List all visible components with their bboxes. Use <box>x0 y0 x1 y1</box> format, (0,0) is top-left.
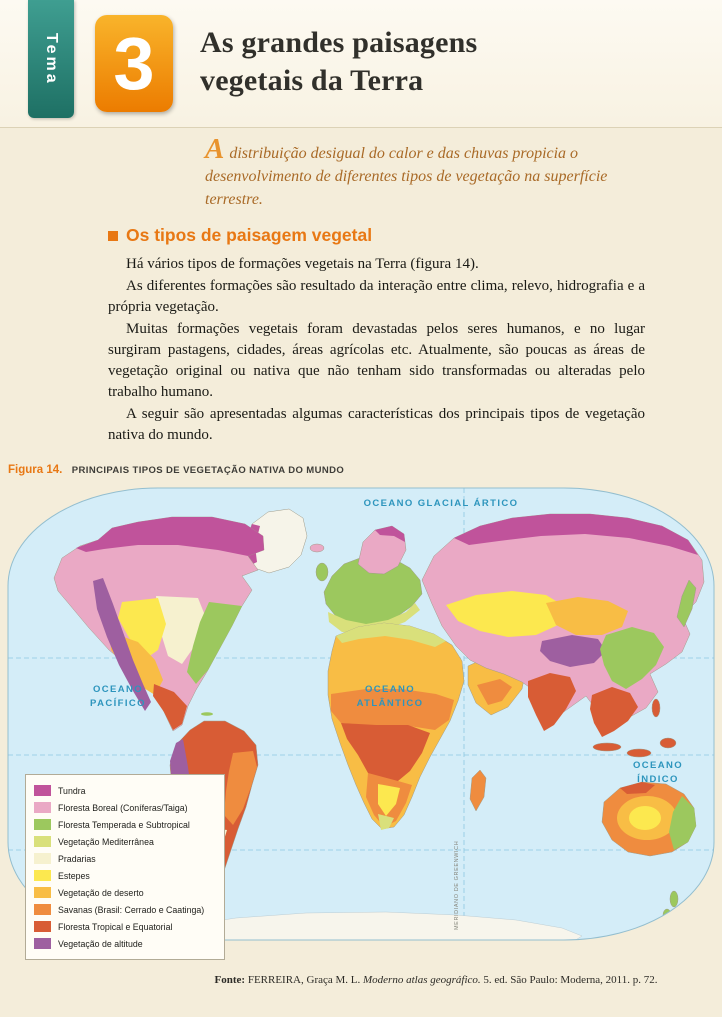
legend-label: Vegetação de altitude <box>58 938 143 949</box>
source-edition: 5. ed. São Paulo: Moderna, 2011. p. 72. <box>480 974 658 986</box>
greenwich-meridian-label: MERIDIANO DE GREENWICH <box>454 840 460 930</box>
legend-swatch <box>34 853 51 864</box>
page-title <box>200 24 477 100</box>
new-zealand-north <box>670 891 678 907</box>
paragraph-4: A seguir são apresentadas algumas características dos principais tipos de vegetação nativa do mundo. <box>108 406 645 443</box>
legend-swatch <box>34 904 51 915</box>
figure-source <box>0 974 722 986</box>
new-guinea <box>660 738 676 748</box>
legend-item <box>34 782 216 799</box>
indonesia-east <box>627 749 651 757</box>
australia-steppes <box>629 806 661 830</box>
section-heading <box>108 225 652 246</box>
tema-tab <box>28 0 74 118</box>
legend-item <box>34 935 216 952</box>
legend-swatch <box>34 870 51 881</box>
legend-label: Tundra <box>58 785 86 796</box>
legend-item <box>34 816 216 833</box>
figure-label: Figura 14. <box>8 464 63 476</box>
atlantic-ocean-label-line1: OCEANO <box>364 684 416 695</box>
intro-text <box>205 133 637 211</box>
indian-ocean-label-line2: ÍNDICO <box>637 774 679 785</box>
legend-swatch <box>34 802 51 813</box>
legend-swatch <box>34 921 51 932</box>
iceland <box>310 544 324 552</box>
square-bullet-icon <box>108 231 118 241</box>
legend-label: Vegetação de deserto <box>58 887 144 898</box>
legend-label: Pradarias <box>58 853 96 864</box>
atlantic-ocean-label-line2: ATLÂNTICO <box>356 698 424 709</box>
page-title-line1: As grandes paisagens <box>200 26 478 59</box>
legend-swatch <box>34 836 51 847</box>
legend-item <box>34 850 216 867</box>
legend-swatch <box>34 938 51 949</box>
paragraph-1: Há vários tipos de formações vegetais na Terra (figura 14). <box>126 256 479 272</box>
drop-cap: A <box>205 133 225 165</box>
source-prefix: Fonte: <box>214 974 246 986</box>
legend-swatch <box>34 819 51 830</box>
paragraph-2: As diferentes formações são resultado da interação entre clima, relevo, hidrografia e a própria vegetação. <box>108 278 645 315</box>
source-title: Moderno atlas geográfico. <box>363 974 481 986</box>
chapter-header <box>0 0 722 128</box>
legend-label: Floresta Boreal (Coníferas/Taiga) <box>58 802 188 813</box>
legend-label: Floresta Temperada e Subtropical <box>58 819 190 830</box>
section-heading-label: Os tipos de paisagem vegetal <box>126 225 373 245</box>
figure-caption-text: PRINCIPAIS TIPOS DE VEGETAÇÃO NATIVA DO MUNDO <box>71 465 345 476</box>
chapter-number-box <box>95 15 173 112</box>
legend-label: Floresta Tropical e Equatorial <box>58 921 173 932</box>
legend-item <box>34 833 216 850</box>
legend-label: Estepes <box>58 870 90 881</box>
legend-swatch <box>34 785 51 796</box>
page-title-line2: vegetais da Terra <box>200 64 424 97</box>
map-legend <box>25 774 225 960</box>
legend-item <box>34 884 216 901</box>
legend-label: Savanas (Brasil: Cerrado e Caatinga) <box>58 904 205 915</box>
source-author: FERREIRA, Graça M. L. <box>245 974 364 986</box>
arctic-ocean-label: OCEANO GLACIAL ÁRTICO <box>363 498 519 509</box>
legend-label: Vegetação Mediterrânea <box>58 836 154 847</box>
intro-body: distribuição desigual do calor e das chuvas propicia o desenvolvimento de diferentes tipos de vegetação na superfície terrestre. <box>205 145 608 208</box>
legend-swatch <box>34 887 51 898</box>
chapter-number: 3 <box>113 21 155 105</box>
philippines <box>652 699 660 717</box>
caribbean <box>201 712 213 716</box>
legend-item <box>34 799 216 816</box>
indian-ocean-label-line1: OCEANO <box>632 760 684 771</box>
tema-label: Tema <box>43 32 60 86</box>
world-vegetation-map <box>5 484 717 968</box>
legend-item <box>34 901 216 918</box>
pacific-ocean-label-line2: PACÍFICO <box>90 698 146 709</box>
british-isles <box>316 563 328 581</box>
indonesia-west <box>593 743 621 751</box>
page-content <box>0 128 722 446</box>
legend-item <box>34 918 216 935</box>
pacific-ocean-label-line1: OCEANO <box>92 684 144 695</box>
paragraph-3: Muitas formações vegetais foram devastadas pelos seres humanos, e no lugar surgiram pastagens, cidades, áreas agrícolas etc. Atualmente, são poucas as áreas de vegetação original ou nativa que não tenham sido transformadas ou alteradas pelo trabalho humano. <box>108 321 645 400</box>
figure-caption <box>8 460 722 478</box>
legend-item <box>34 867 216 884</box>
